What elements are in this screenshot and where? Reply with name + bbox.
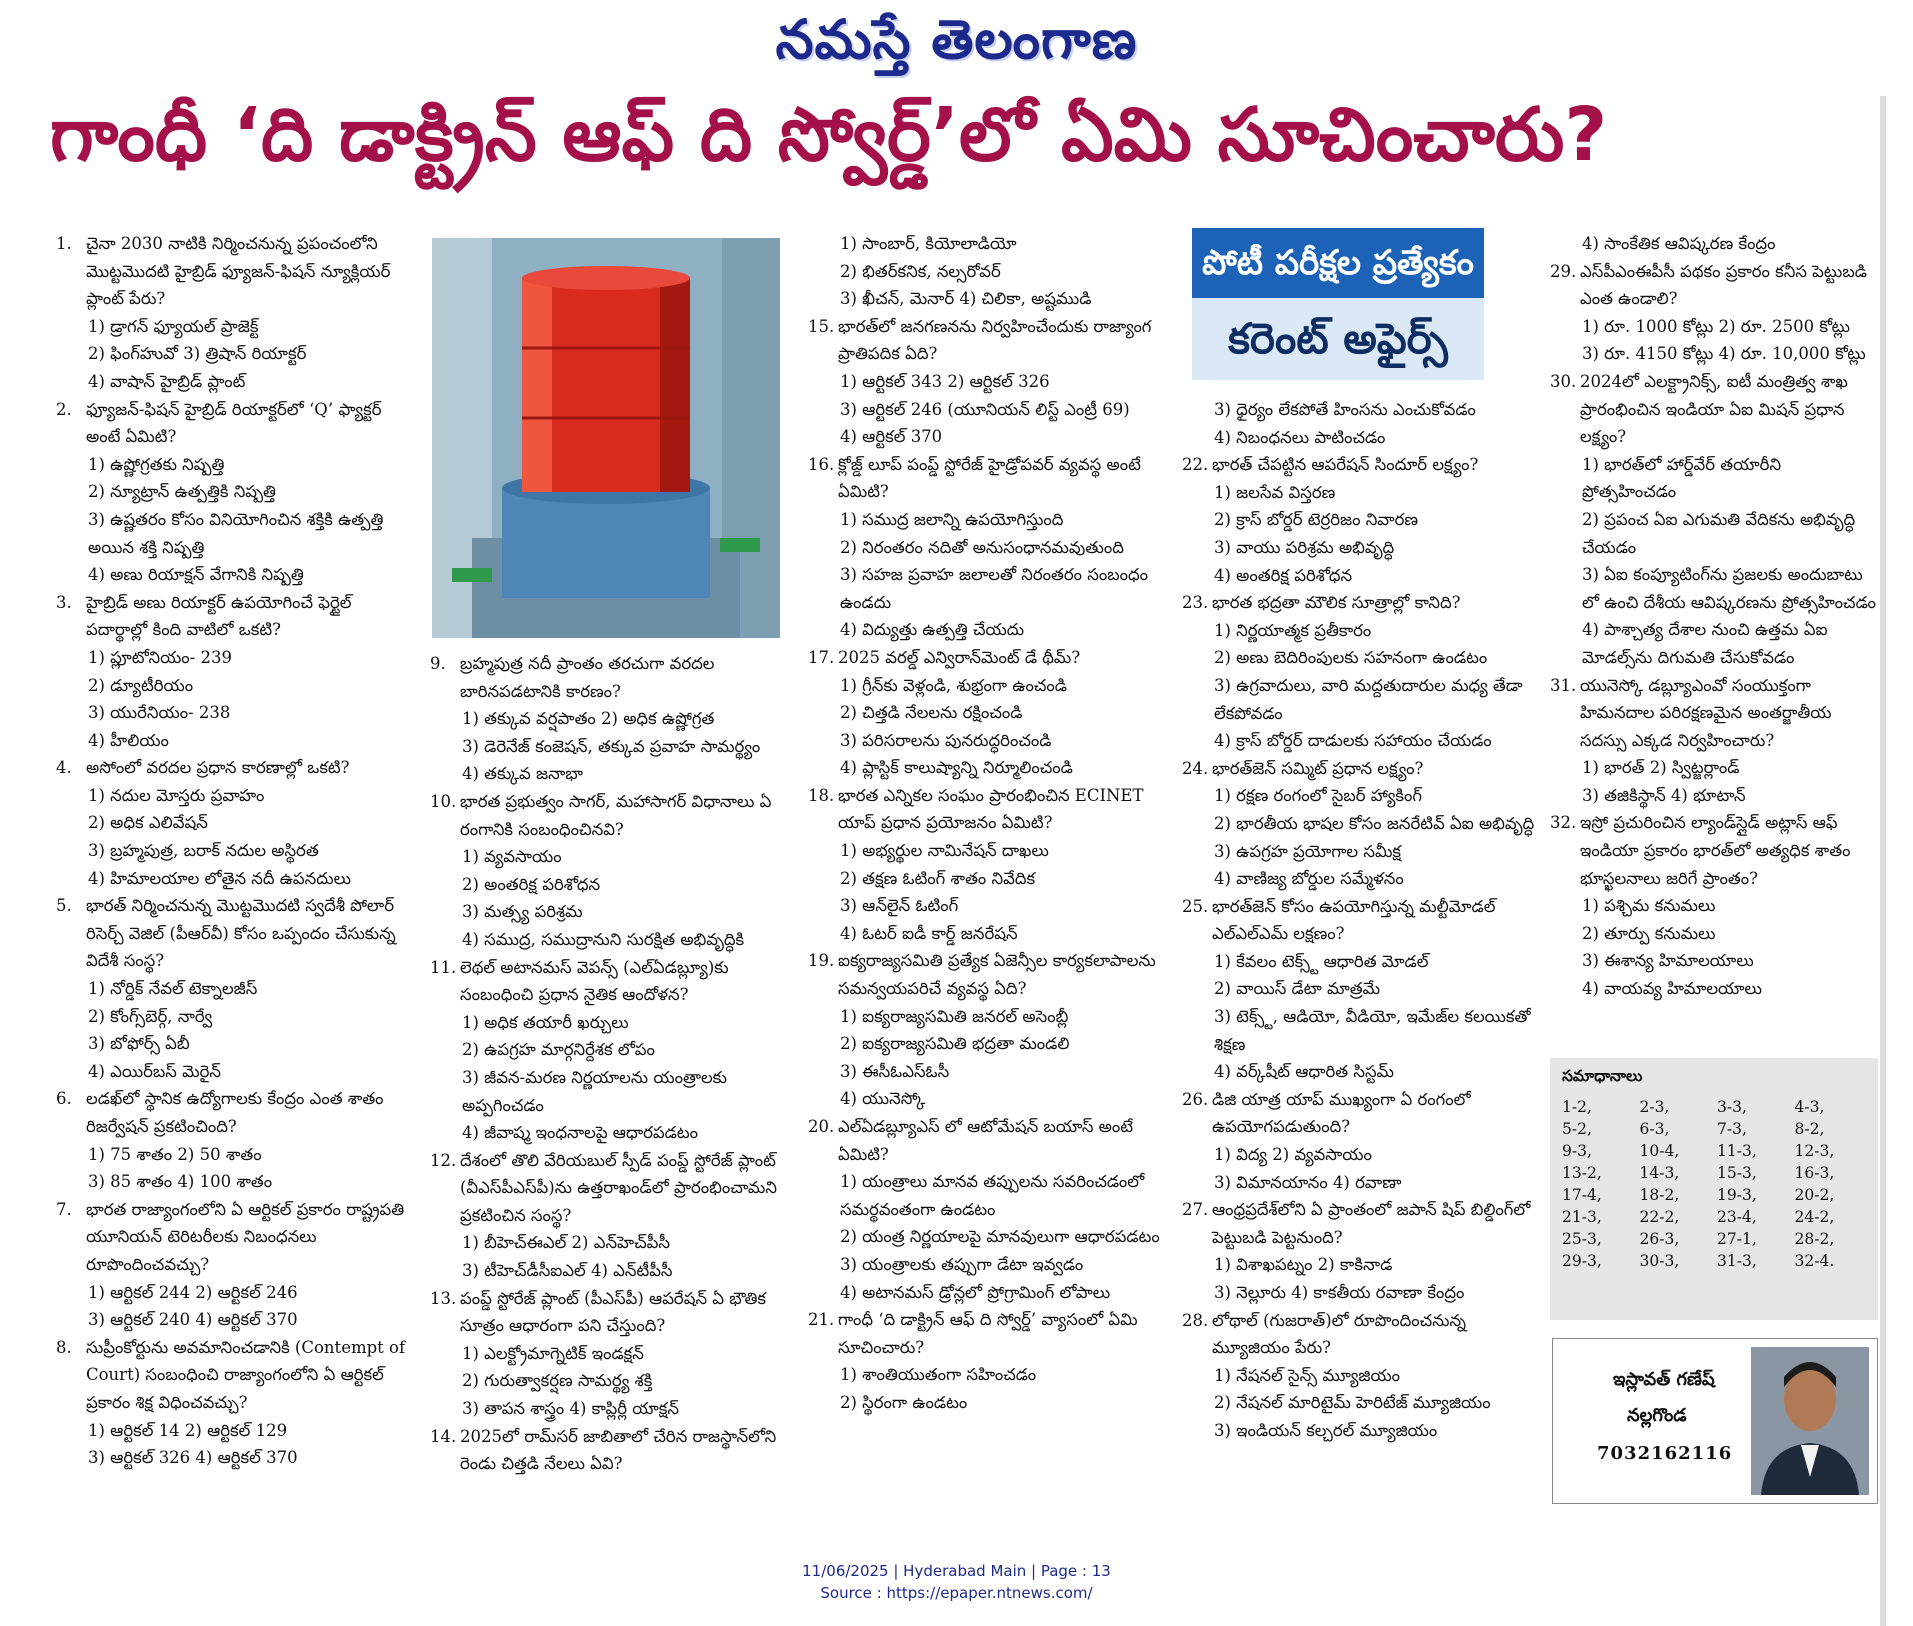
question-number: 9.: [430, 654, 446, 673]
column-4: [1182, 396, 1542, 1445]
question-text: భారత్‌జెన్ కోసం ఉపయోగిస్తున్న మల్టీమోడల్ ఎల్ఎల్ఎమ్ లక్షణం?: [1212, 896, 1496, 944]
answer-option: 1) విద్య 2) వ్యవసాయం: [1214, 1145, 1372, 1165]
answer-option: 4) నిబంధనలు పాటించడం: [1214, 427, 1386, 447]
answer-option: 3) బ్రహ్మపుత్ర, బరాక్ నదుల అస్థిరత: [88, 841, 319, 861]
answer-grid: [1562, 1098, 1872, 1270]
answer-option: 4) వాషాన్ హైబ్రిడ్ ప్లాంట్: [88, 371, 246, 391]
answer-option: 3) ఖీచన్, మెనార్ 4) చిలికా, అష్టముడి: [840, 289, 1092, 309]
question-text: భారత్‌జెన్ సమ్మిట్ ప్రధాన లక్ష్యం?: [1212, 758, 1424, 778]
question-number: 5.: [56, 896, 72, 916]
question-text: లోథాల్ (గుజరాత్)లో రూపొందించనున్న మ్యూజియం పేరు?: [1212, 1310, 1466, 1358]
question-number: 26.: [1182, 1089, 1209, 1109]
question-text: హైబ్రిడ్ అణు రియాక్టర్ ఉపయోగించే ఫెర్టైల్ పదార్థాల్లో కింది వాటిలో ఒకటి?: [86, 592, 352, 640]
question-text: డిజి యాత్ర యాప్ ముఖ్యంగా ఏ రంగంలో ఉపయోగపడుతుంది?: [1212, 1089, 1471, 1137]
answer-key-item: 10-4,: [1639, 1142, 1680, 1160]
question-number: 6.: [56, 1089, 72, 1109]
answer-key-item: 9-3,: [1562, 1142, 1592, 1160]
question-number: 1.: [56, 234, 72, 253]
answer-option: 1) భారత్ 2) స్విట్జర్లాండ్: [1582, 758, 1740, 778]
answer-key-item: 27-1,: [1717, 1230, 1757, 1248]
answer-option: 1) ఆర్టికల్ 343 2) ఆర్టికల్ 326: [840, 371, 1050, 391]
answer-option: 3) ఆర్టికల్ 246 (యూనియన్ లిస్ట్ ఎంట్రీ 69): [840, 399, 1130, 419]
question: [1182, 755, 1542, 783]
question: [430, 788, 785, 843]
question: [56, 892, 411, 975]
question-number: 18.: [808, 785, 835, 805]
column-5: [1550, 230, 1880, 1003]
question-text: భారత ప్రభుత్వం సాగర్, మహాసాగర్ విధానాలు ఏ రంగానికి సంబంధించినవి?: [460, 791, 772, 839]
footer-source: Source : https://epaper.ntnews.com/: [820, 1584, 1093, 1602]
question-number: 28.: [1182, 1310, 1209, 1330]
answer-key-item: 30-3,: [1639, 1252, 1680, 1270]
answer-key-item: 2-3,: [1639, 1098, 1670, 1116]
current-affairs-badge: కరెంట్ అఫైర్స్: [1192, 298, 1484, 380]
question-text: ఆంధ్రప్రదేశ్‌లోని ఏ ప్రాంతంలో జపాన్ షిప్ బిల్డింగ్‌లో పెట్టుబడి పెట్టనుంది?: [1212, 1200, 1531, 1247]
question-text: భారత్‌లో జనగణనను నిర్వహించేందుకు రాజ్యాంగ ప్రాతిపదిక ఏది?: [838, 316, 1152, 364]
answer-option: 2) చిత్తడి నేలలను రక్షించండి: [840, 703, 1023, 723]
question-number: 25.: [1182, 896, 1209, 916]
question-number: 4.: [56, 758, 72, 778]
answer-option: 4) అణు రియాక్షన్ వేగానికి నిష్పత్తి: [88, 565, 304, 585]
answer-option: 3) ఈశాన్య హిమాలయాలు: [1582, 951, 1754, 971]
answer-option: 1) నదుల మోస్తరు ప్రవాహం: [88, 785, 265, 805]
column-2: [430, 650, 785, 1478]
answer-option: 2) న్యూట్రాన్ ఉత్పత్తికి నిష్పత్తి: [88, 482, 276, 502]
answer-option: 3) నెల్లూరు 4) కాకతీయ రవాణా కేంద్రం: [1214, 1283, 1465, 1302]
question: [56, 230, 411, 313]
question-text: భారత భద్రతా మౌలిక సూత్రాల్లో కానిది?: [1212, 593, 1461, 613]
answer-option: 1) 75 శాతం 2) 50 శాతం: [88, 1144, 262, 1164]
answer-option: 4) ఆర్టికల్ 370: [840, 427, 943, 447]
answer-option: 2) భితర్‌కనిక, నల్సరోవర్: [840, 261, 1001, 281]
answer-option: 4) సాంకేతిక ఆవిష్కరణ కేంద్రం: [1582, 234, 1776, 253]
answer-option: 2) గురుత్వాకర్షణ సామర్థ్య శక్తి: [462, 1371, 653, 1391]
question-text: ఎల్ఏడబ్ల్యూఎస్ లో ఆటోమేషన్ బయాస్ అంటే ఏమిటి?: [838, 1117, 1133, 1164]
question: [56, 1196, 411, 1279]
question-number: 3.: [56, 592, 72, 612]
answer-key-item: 15-3,: [1717, 1164, 1757, 1182]
question: [1550, 672, 1880, 755]
answer-option: 4) హిమాలయాల లోతైన నదీ ఉపనదులు: [88, 868, 351, 888]
answer-key-item: 8-2,: [1794, 1120, 1825, 1138]
answer-option: 1) రూ. 1000 కోట్లు 2) రూ. 2500 కోట్లు: [1582, 316, 1851, 336]
answer-option: 1) నేషనల్ సైన్స్ మ్యూజియం: [1214, 1365, 1401, 1385]
question-text: భారత్ నిర్మించనున్న మొట్టమొదటి స్వదేశీ పోలార్ రిసెర్చ్ వెజిల్ (పీఆర్‌వీ) కోసం ఒప్పందం చేసుకున్న విదేశీ సంస్థ?: [86, 896, 396, 971]
answer-option: 4) వాణిజ్య బోర్డుల సమ్మేళనం: [1214, 869, 1404, 889]
reactor-illustration: [432, 238, 780, 638]
answer-option: 3) రూ. 4150 కోట్లు 4) రూ. 10,000 కోట్లు: [1582, 344, 1866, 364]
answer-option: 2) ఫింగ్‌హువో 3) త్రిషాన్ రియాక్టర్: [88, 344, 307, 364]
special-edition-badge: పోటీ పరీక్షల ప్రత్యేకం: [1192, 228, 1484, 298]
question-number: 8.: [56, 1337, 72, 1357]
answer-option: 1) విశాఖపట్నం 2) కాకినాడ: [1214, 1255, 1393, 1275]
question-number: 19.: [808, 951, 835, 971]
answer-option: 3) ధైర్యం లేకపోతే హింసను ఎంచుకోవడం: [1214, 400, 1476, 419]
answer-option: 3) జీవన-మరణ నిర్ణయాలను యంత్రాలకు అప్పగించడం: [462, 1067, 728, 1115]
answer-option: 3) టెక్స్ట్, ఆడియో, వీడియో, ఇమేజ్‌ల కలయికతో శిక్షణ: [1214, 1007, 1531, 1054]
answer-key-item: 7-3,: [1717, 1120, 1747, 1138]
question: [1550, 809, 1880, 892]
answer-option: 1) రక్షణ రంగంలో సైబర్ హ్యాకింగ్: [1214, 786, 1422, 806]
answer-option: 2) అధిక ఎలివేషన్: [88, 813, 208, 833]
answer-option: 3) తజికిస్థాన్ 4) భూటాన్: [1582, 785, 1746, 805]
answer-option: 3) విమానయానం 4) రవాణా: [1214, 1172, 1402, 1192]
answer-option: 2) భారతీయ భాషల కోసం జనరేటివ్ ఏఐ అభివృద్ధి: [1214, 813, 1535, 833]
answer-option: 3) మత్స్య పరిశ్రమ: [462, 902, 583, 922]
answer-key-item: 16-3,: [1794, 1164, 1835, 1182]
answer-option: 1) యంత్రాలు మానవ తప్పులను సవరించడంలో సమర్థవంతంగా ఉండటం: [840, 1172, 1145, 1219]
answer-option: 3) పరిసరాలను పునరుద్ధరించండి: [840, 730, 1052, 750]
answer-option: 3) ఆర్టికల్ 240 4) ఆర్టికల్ 370: [88, 1310, 298, 1330]
question-number: 10.: [430, 791, 457, 811]
question-number: 27.: [1182, 1200, 1209, 1220]
answer-option: 2) ప్రపంచ ఏఐ ఎగుమతి వేదికను అభివృద్ధి చేయడం: [1582, 509, 1856, 557]
answer-key-item: 1-2,: [1562, 1098, 1592, 1116]
question-number: 11.: [430, 957, 457, 977]
answer-key-item: 3-3,: [1717, 1098, 1747, 1116]
answer-option: 1) ఆర్టికల్ 244 2) ఆర్టికల్ 246: [88, 1282, 298, 1302]
question-text: ఇస్రో ప్రచురించిన ల్యాండ్‌స్లైడ్ అట్లాస్ ఆఫ్ ఇండియా ప్రకారం భారత్‌లో అత్యధిక శాతం భూస్ఖలనాలు జరిగే ప్రాంతం?: [1580, 813, 1851, 888]
answer-option: 2) స్థిరంగా ఉండటం: [840, 1392, 968, 1412]
question-number: 31.: [1550, 675, 1577, 695]
answer-option: 1) సముద్ర జలాన్ని ఉపయోగిస్తుంది: [840, 509, 1064, 529]
answer-option: 1) ఉష్ణోగ్రతకు నిష్పత్తి: [88, 454, 225, 474]
answer-option: 3) ఏఐ కంప్యూటింగ్‌ను ప్రజలకు అందుబాటు లో ఉంచి దేశీయ ఆవిష్కరణను ప్రోత్సహించడం: [1582, 565, 1876, 612]
answer-option: 1) నోర్డిక్ నేవల్ టెక్నాలజీస్: [88, 979, 258, 999]
answer-option: 2) ఐక్యరాజ్యసమితి భద్రతా మండలి: [840, 1034, 1070, 1054]
question-number: 24.: [1182, 758, 1209, 778]
answer-option: 4) ప్లాస్టిక్ కాలుష్యాన్ని నిర్మూలించండి: [840, 758, 1073, 778]
answer-option: 1) నిర్ణయాత్మక ప్రతీకారం: [1214, 620, 1372, 640]
question-text: యునెస్కో డబ్ల్యూఎంవో సంయుక్తంగా హిమనదాల పరిరక్షణమైన అంతర్జాతీయ సదస్సు ఎక్కడ నిర్వహించారు?: [1580, 675, 1832, 750]
author-place: నల్లగొండ: [1627, 1405, 1687, 1426]
masthead: నమస్తే తెలంగాణ: [775, 8, 1138, 71]
question-text: 2025 వరల్డ్ ఎన్విరాన్‌మెంట్ డే థీమ్?: [838, 647, 1081, 667]
question-number: 12.: [430, 1150, 457, 1170]
answer-option: 1) ఎలక్ట్రోమాగ్నెటిక్ ఇండక్షన్: [462, 1343, 644, 1363]
question: [1182, 1307, 1542, 1362]
question-number: 21.: [808, 1310, 835, 1330]
answer-option: 4) అంతరిక్ష పరిశోధన: [1214, 565, 1353, 585]
question: [56, 589, 411, 644]
answer-key-item: 29-3,: [1562, 1252, 1602, 1270]
answer-option: 3) ఉష్ణతరం కోసం వినియోగించిన శక్తికి ఉత్పత్తి అయిన శక్తి నిష్పత్తి: [88, 509, 384, 557]
question: [1550, 258, 1880, 313]
answer-option: 3) యంత్రాలకు తప్పుగా డేటా ఇవ్వడం: [840, 1254, 1084, 1274]
answer-option: 4) వర్క్‌షీట్ ఆధారిత సిస్టమ్: [1214, 1062, 1395, 1082]
question-number: 13.: [430, 1288, 457, 1308]
headline: గాంధీ ‘ది డాక్ట్రిన్ ఆఫ్ ది స్వోర్డ్’లో ఏమి సూచించారు?: [50, 92, 1608, 178]
answer-option: 1) జలసేవ విస్తరణ: [1214, 482, 1336, 502]
answer-option: 1) ప్లూటోనియం- 239: [88, 647, 232, 667]
answer-option: 2) తక్షణ ఓటింగ్ శాతం నివేదిక: [840, 868, 1036, 888]
question-text: భారత ఎన్నికల సంఘం ప్రారంభించిన ECINET యాప్ ప్రధాన ప్రయోజనం ఏమిటి?: [838, 785, 1144, 833]
answer-option: 2) యంత్ర నిర్ణయాలపై మానవులుగా ఆధారపడటం: [840, 1227, 1160, 1247]
answer-key-item: 6-3,: [1639, 1120, 1670, 1138]
question: [430, 1423, 785, 1478]
answer-key-item: 5-2,: [1562, 1120, 1592, 1138]
question: [808, 1306, 1163, 1361]
question-number: 7.: [56, 1199, 72, 1219]
answer-key-item: 31-3,: [1717, 1252, 1757, 1270]
answer-key-item: 17-4,: [1562, 1186, 1602, 1204]
question-text: గాంధీ ‘ది డాక్ట్రిన్ ఆఫ్ ది స్వోర్డ్’ వ్యాసంలో ఏమి సూచించారు?: [838, 1310, 1138, 1357]
answer-key-item: 20-2,: [1794, 1186, 1835, 1204]
question-text: ఎస్‌పీఎంఈపీసీ పథకం ప్రకారం కనీస పెట్టుబడి ఎంత ఉండాలి?: [1580, 261, 1867, 309]
answer-option: 2) ఉపగ్రహ మార్గనిర్దేశక లోపం: [462, 1040, 655, 1060]
answer-option: 1) సాంబార్, కియోలాడియో: [840, 234, 1017, 253]
answer-option: 3) సహజ ప్రవాహ జలాలతో నిరంతరం సంబంధం ఉండదు: [840, 565, 1148, 612]
answer-key: [1550, 1058, 1878, 1320]
answer-option: 2) తూర్పు కనుమలు: [1582, 923, 1716, 943]
answer-option: 3) బోఫోర్స్ ఏబీ: [88, 1034, 190, 1054]
question-number: 29.: [1550, 261, 1577, 281]
answer-option: 3) టీహెచ్‌డీసీఐఎల్ 4) ఎన్‌టీపీసీ: [462, 1261, 673, 1281]
answer-key-item: 21-3,: [1562, 1208, 1602, 1226]
question: [1182, 1196, 1542, 1251]
answer-key-item: 25-3,: [1562, 1230, 1602, 1248]
answer-option: 4) పాశ్చాత్య దేశాల నుంచి ఉత్తమ ఏఐ మోడల్స్‌ను దిగుమతి చేసుకోవడం: [1582, 620, 1828, 667]
question: [430, 650, 785, 705]
question-text: భారత్ చేపట్టిన ఆపరేషన్ సిందూర్ లక్ష్యం?: [1212, 455, 1479, 475]
question-text: 2025లో రామ్‌సర్ జాబితాలో చేరిన రాజస్థాన్‌లోని రెండు చిత్తడి నేలలు ఏవి?: [460, 1426, 777, 1474]
question-text: అసోంలో వరదల ప్రధాన కారణాల్లో ఒకటి?: [86, 758, 350, 778]
question-number: 16.: [808, 454, 835, 474]
question: [1182, 893, 1542, 948]
author-photo: [1751, 1347, 1869, 1495]
answer-option: 2) క్రాస్ బోర్డర్ టెర్రరిజం నివారణ: [1214, 510, 1419, 530]
question-text: చైనా 2030 నాటికి నిర్మించనున్న ప్రపంచంలోని మొట్టమొదటి హైబ్రిడ్ ఫ్యూజన్-ఫిషన్ న్యూక్లియర్ ప్లాంట్ పేరు?: [86, 234, 391, 309]
answer-option: 2) నిరంతరం నదితో అనుసంధానమవుతుంది: [840, 537, 1124, 557]
question-text: లెథల్ అటానమస్ వెపన్స్ (ఎల్ఏడబ్ల్యూ)కు సంబంధించి ప్రధాన నైతిక ఆందోళన?: [460, 957, 729, 1005]
question-text: దేశంలో తొలి వేరియబుల్ స్పీడ్ పంప్డ్ స్టోరేజ్ ప్లాంట్ (వీఎస్‌పీఎస్‌పీ)ను ఉత్తరాఖండ్‌లో ప్రారంభించామని ప్రకటించిన సంస్థ?: [460, 1150, 777, 1225]
answer-option: 1) శాంతియుతంగా సహించడం: [840, 1365, 1037, 1385]
question: [1182, 1086, 1542, 1141]
answer-option: 3) ఆన్‌లైన్ ఓటింగ్: [840, 896, 959, 916]
answer-option: 1) పశ్చిమ కనుమలు: [1582, 896, 1716, 916]
answer-option: 4) అటానమస్ డ్రోన్లలో ప్రోగ్రామింగ్ లోపాలు: [840, 1282, 1111, 1302]
answer-option: 1) ఆర్టికల్ 14 2) ఆర్టికల్ 129: [88, 1420, 288, 1440]
answer-option: 2) వాయిస్ డేటా మాత్రమే: [1214, 979, 1381, 999]
question-text: పంప్డ్ స్టోరేజ్ ప్లాంట్ (పీఎస్‌పీ) ఆపరేషన్ ఏ భౌతిక సూత్రం ఆధారంగా పని చేస్తుంది?: [460, 1288, 767, 1336]
question-text: ఐక్యరాజ్యసమితి ప్రత్యేక ఏజెన్సీల కార్యకలాపాలను సమన్వయపరిచే వ్యవస్థ ఏది?: [838, 951, 1156, 999]
question-number: 15.: [808, 316, 835, 336]
answer-option: 2) అంతరిక్ష పరిశోధన: [462, 874, 601, 894]
author-portrait: [1751, 1347, 1869, 1495]
right-edge-rule: [1880, 96, 1886, 1626]
question: [56, 754, 411, 782]
question-number: 2.: [56, 399, 72, 419]
question: [808, 782, 1163, 837]
question: [808, 313, 1163, 368]
reactor-photo: [432, 238, 780, 638]
question: [56, 1334, 411, 1417]
author-name: ఇస్లావత్ గణేష్: [1613, 1369, 1715, 1390]
answer-option: 1) భారత్‌లో హార్డ్‌వేర్ తయారీని ప్రోత్సహించడం: [1582, 454, 1782, 502]
answer-key-item: 19-3,: [1717, 1186, 1757, 1204]
column-3: [808, 230, 1163, 1417]
answer-option: 1) తక్కువ వర్షపాతం 2) అధిక ఉష్ణోగ్రత: [462, 709, 715, 729]
author-card: [1552, 1338, 1878, 1504]
answer-option: 2) అణు బెదిరింపులకు సహనంగా ఉండటం: [1214, 648, 1488, 668]
footer-date: 11/06/2025 | Hyderabad Main | Page : 13: [802, 1562, 1111, 1580]
answer-option: 3) డెరెనేజ్ కంజెషన్, తక్కువ ప్రవాహ సామర్థ్యం: [462, 736, 761, 756]
question-number: 20.: [808, 1117, 835, 1136]
answer-option: 1) గ్రీన్‌కు వెళ్లండి, శుభ్రంగా ఉంచండి: [840, 675, 1068, 695]
answer-option: 1) డ్రాగన్ ఫ్యూయల్ ప్రాజెక్ట్: [88, 316, 259, 336]
question-number: 23.: [1182, 593, 1209, 613]
question-text: 2024లో ఎలక్ట్రానిక్స్, ఐటీ మంత్రిత్వ శాఖ ప్రారంభించిన ఇండియా ఏఐ మిషన్ ప్రధాన లక్ష్యం?: [1580, 371, 1848, 447]
answer-option: 3) వాయు పరిశ్రమ అభివృద్ధి: [1214, 537, 1395, 557]
answer-option: 4) తక్కువ జనాభా: [462, 764, 583, 784]
answer-option: 3) యురేనియం- 238: [88, 703, 231, 723]
answer-key-item: 22-2,: [1639, 1208, 1680, 1226]
answer-option: 4) జీవాష్మ ఇంధనాలపై ఆధారపడటం: [462, 1123, 698, 1143]
answer-option: 3) ఇండియన్ కల్చరల్ మ్యూజియం: [1214, 1420, 1438, 1440]
author-phone: 7032162116: [1597, 1443, 1733, 1464]
answer-key-item: 28-2,: [1794, 1230, 1835, 1248]
answer-option: 4) ఎయిర్‌బస్ మెరైన్: [88, 1061, 221, 1081]
question: [808, 1113, 1163, 1168]
question: [430, 1147, 785, 1230]
answer-option: 3) ఆర్టికల్ 326 4) ఆర్టికల్ 370: [88, 1448, 298, 1468]
answer-option: 1) కేవలం టెక్స్ట్ ఆధారిత మోడల్: [1214, 951, 1429, 971]
answer-option: 4) యునెస్కో: [840, 1089, 926, 1109]
answer-key-item: 14-3,: [1639, 1164, 1680, 1182]
answer-option: 1) ఐక్యరాజ్యసమితి జనరల్ అసెంబ్లీ: [840, 1006, 1069, 1026]
question: [1182, 589, 1542, 617]
question-number: 30.: [1550, 371, 1577, 391]
question-number: 32.: [1550, 813, 1577, 833]
answer-option: 1) బీహెచ్ఈఎల్ 2) ఎన్‌హెచ్‌పీసీ: [462, 1233, 670, 1253]
question-number: 22.: [1182, 455, 1209, 475]
answer-option: 4) ఓటర్ ఐడీ కార్డ్ జనరేషన్: [840, 923, 1018, 943]
answer-option: 4) విద్యుత్తు ఉత్పత్తి చేయదు: [840, 620, 1025, 640]
answer-option: 3) ఈసీఓఎస్ఓసీ: [840, 1061, 950, 1081]
answer-option: 4) క్రాస్ బోర్డర్ దాడులకు సహాయం చేయడం: [1214, 731, 1492, 751]
answer-option: 1) అధిక తయారీ ఖర్చులు: [462, 1012, 629, 1032]
answer-key-item: 11-3,: [1717, 1142, 1757, 1160]
question: [56, 1085, 411, 1140]
answer-option: 4) సముద్ర, సముద్రానుని సురక్షిత అభివృద్ధికి: [462, 929, 745, 949]
answer-key-item: 4-3,: [1794, 1098, 1825, 1116]
question-number: 14.: [430, 1426, 457, 1446]
answer-key-item: 23-4,: [1717, 1208, 1757, 1226]
question: [56, 396, 411, 451]
answer-option: 4) వాయవ్య హిమాలయాలు: [1582, 979, 1762, 999]
question-text: లడఖ్‌లో స్థానిక ఉద్యోగాలకు కేంద్రం ఎంత శాతం రిజర్వేషన్ ప్రకటించింది?: [86, 1089, 384, 1136]
answer-option: 3) ఉగ్రవాదులు, వారి మద్దతుదారుల మధ్య తేడా లేకపోవడం: [1214, 675, 1523, 723]
question: [808, 451, 1163, 506]
question: [808, 644, 1163, 672]
answer-key-item: 24-2,: [1794, 1208, 1835, 1226]
answer-key-item: 32-4.: [1794, 1252, 1835, 1270]
answer-option: 3) తాపన శాస్త్రం 4) కాప్లిర్లీ యాక్షన్: [462, 1399, 679, 1419]
answer-option: 4) హీలియం: [88, 730, 169, 750]
answer-key-item: 26-3,: [1639, 1230, 1680, 1248]
question-number: 17.: [808, 647, 835, 667]
answer-key-item: 13-2,: [1562, 1164, 1602, 1182]
answer-option: 2) డ్యూటీరియం: [88, 675, 194, 695]
answer-option: 3) ఉపగ్రహ ప్రయోగాల సమీక్ష: [1214, 841, 1402, 861]
question: [430, 954, 785, 1009]
answer-option: 1) అభ్యర్థుల నామినేషన్ దాఖలు: [840, 841, 1049, 861]
answer-option: 2) నేషనల్ మారిటైమ్ హెరిటేజ్ మ్యూజియం: [1214, 1393, 1491, 1413]
question-text: ఫ్యూజన్-ఫిషన్ హైబ్రిడ్ రియాక్టర్‌లో ‘Q’ ఫ్యాక్టర్ అంటే ఏమిటి?: [86, 399, 382, 447]
answer-option: 1) వ్యవసాయం: [462, 847, 562, 867]
answer-key-item: 12-3,: [1794, 1142, 1835, 1160]
answer-option: 3) 85 శాతం 4) 100 శాతం: [88, 1172, 273, 1192]
question-text: క్లోజ్డ్ లూప్ పంప్డ్ స్టోరేజ్ హైడ్రోపవర్ వ్యవస్థ అంటే ఏమిటి?: [838, 454, 1141, 502]
question-text: భారత రాజ్యాంగంలోని ఏ ఆర్టికల్ ప్రకారం రాష్ట్రపతి యూనియన్ టెరిటరీలకు నిబంధనలు రూపొందించవచ్చు?: [86, 1199, 405, 1274]
answer-key-item: 18-2,: [1639, 1186, 1680, 1204]
answer-option: 2) కోంగ్స్‌బెర్గ్, నార్వే: [88, 1006, 213, 1026]
column-1: [56, 230, 411, 1472]
question: [1182, 451, 1542, 479]
question: [808, 947, 1163, 1002]
question-text: సుప్రీంకోర్టును అవమానించడానికి (Contempt of Court) సంబంధించి రాజ్యాంగంలోని ఏ ఆర్టికల్ ప్రకారం శిక్ష విధించవచ్చు?: [86, 1337, 406, 1412]
question-text: బ్రహ్మపుత్ర నదీ ప్రాంతం తరచుగా వరదల బారినపడటానికి కారణం?: [460, 654, 715, 701]
question: [430, 1285, 785, 1340]
question: [1550, 368, 1880, 451]
answer-key-title: సమాధానాలు: [1562, 1066, 1643, 1085]
